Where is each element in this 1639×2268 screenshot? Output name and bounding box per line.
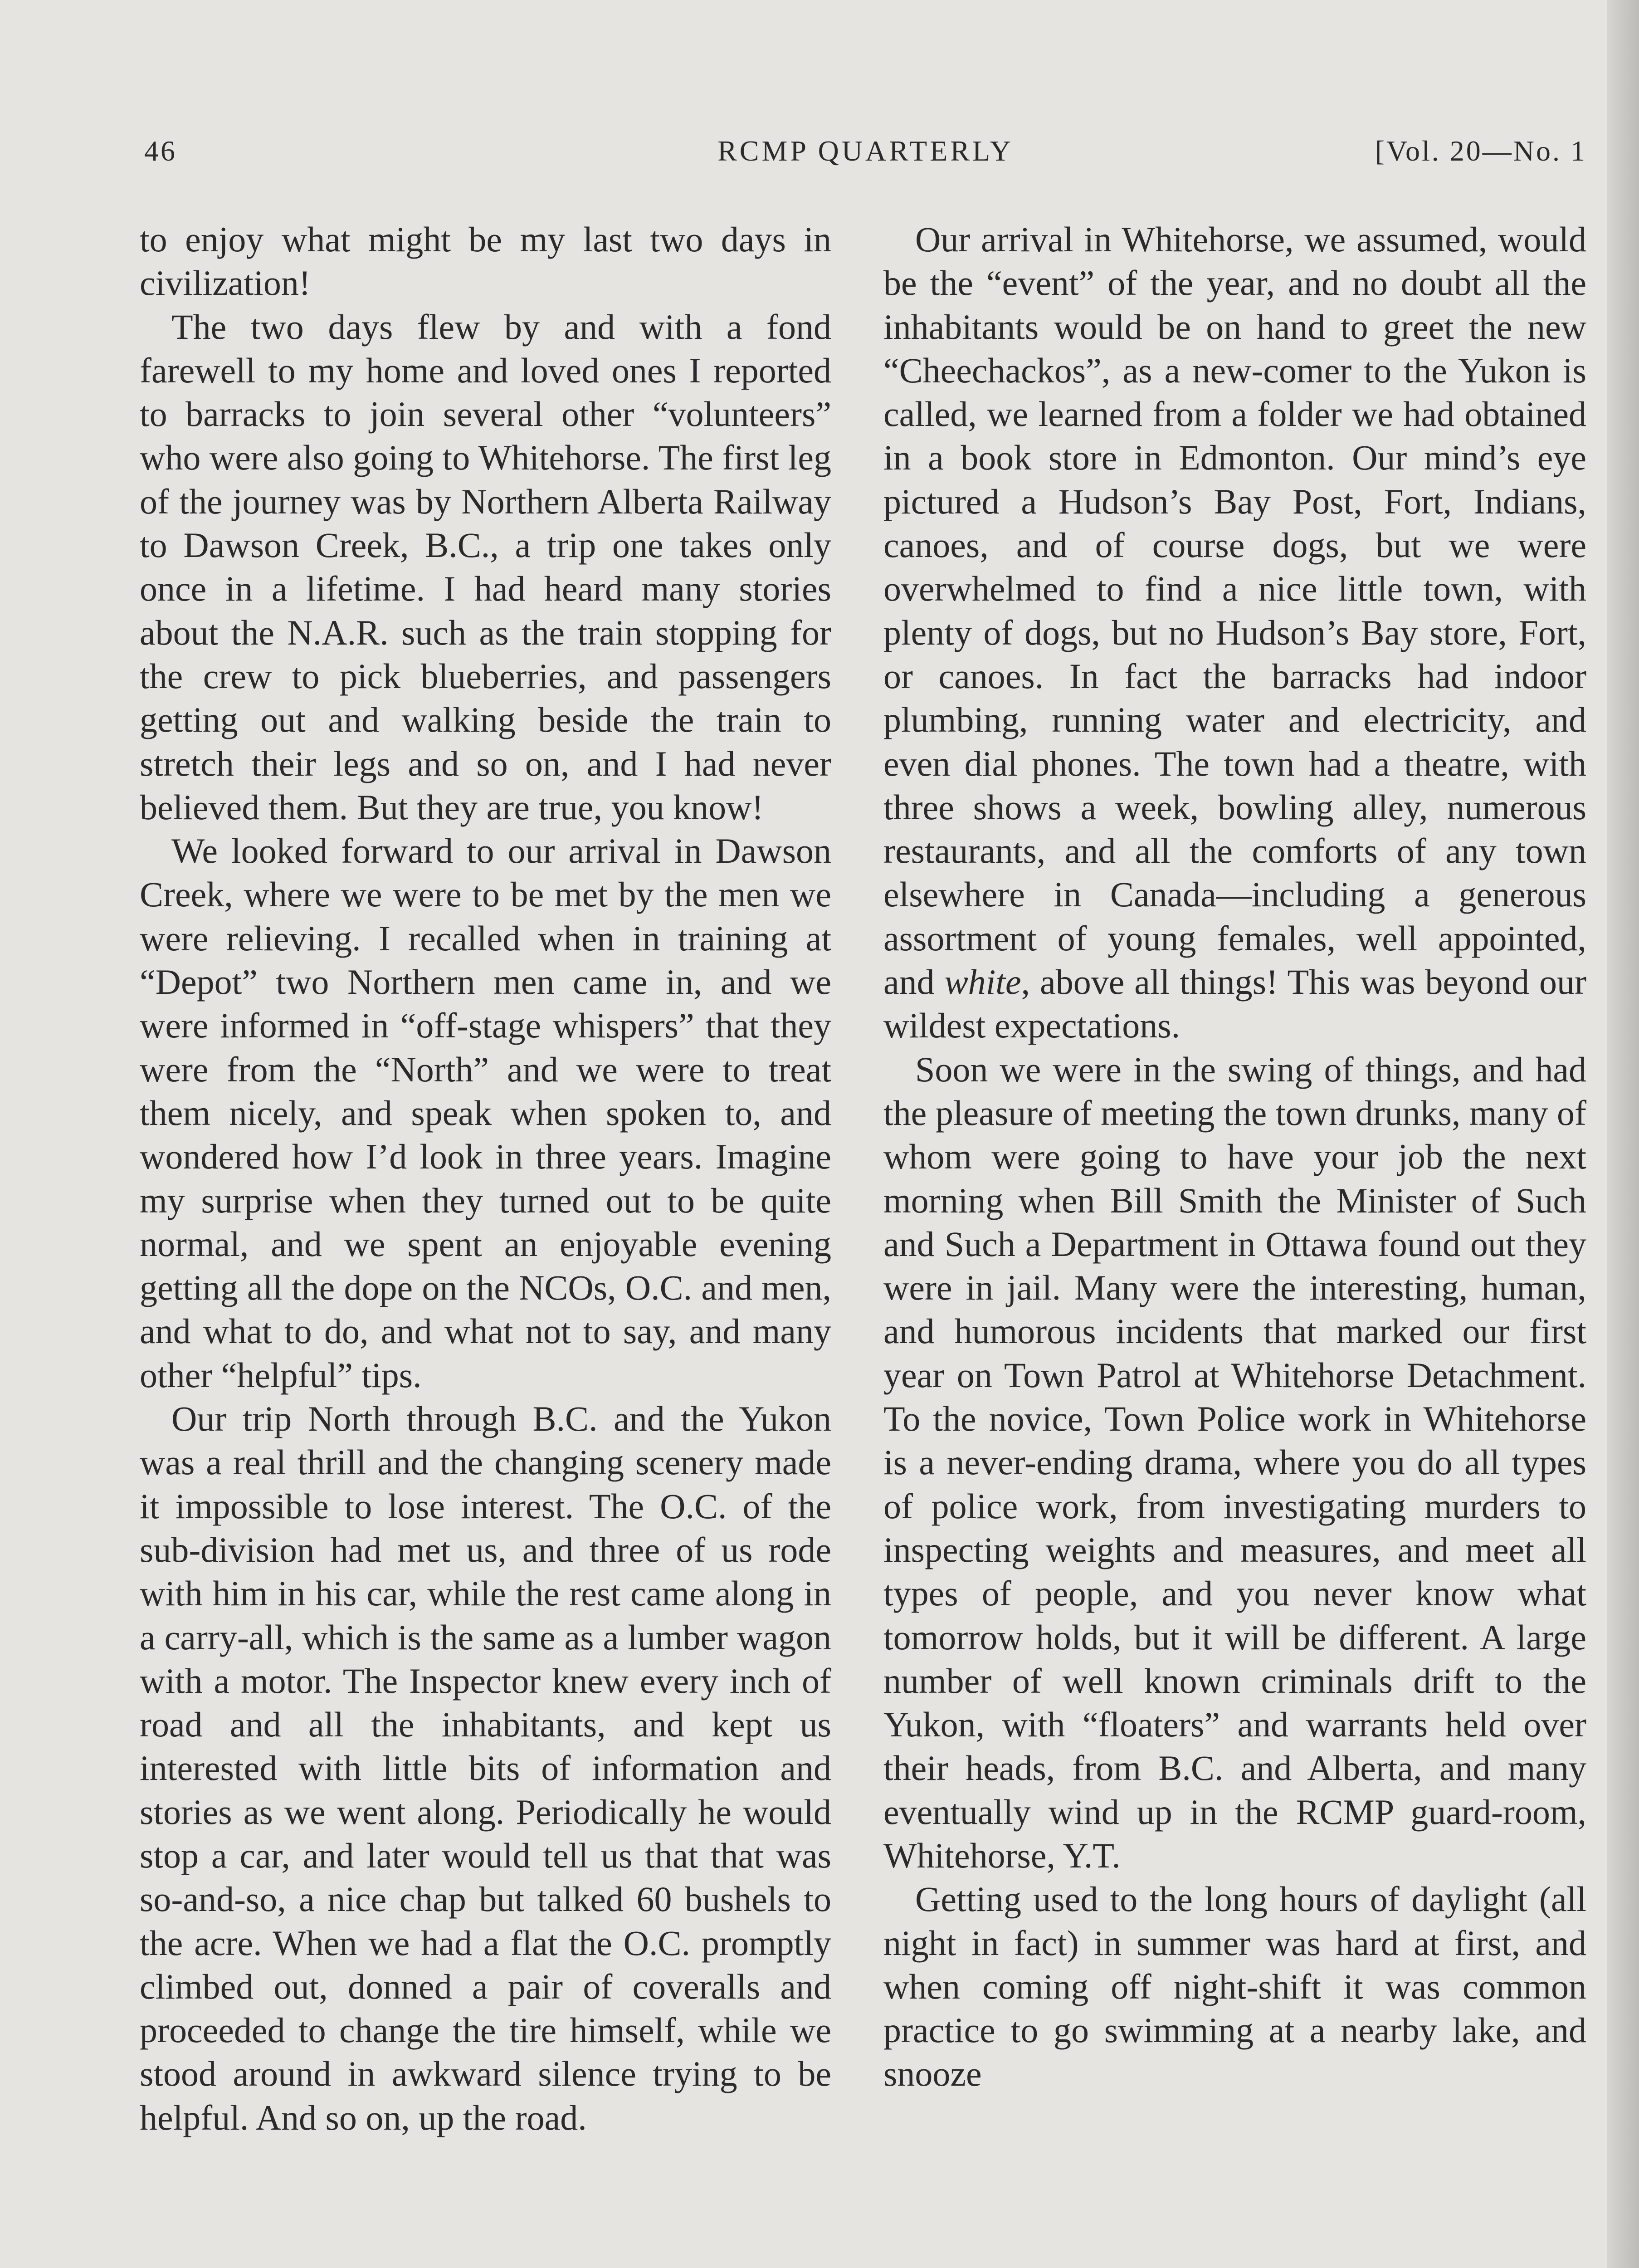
- paragraph: Soon we were in the swing of things, and had the pleasure of meeting the town drunks, many of whom were going to have your job the next morning when Bill Smith the Minister of Such and Such a Department in Ottawa found out they were in jail. Many were the interesting, human, and humorous incidents that marked our first year on Town Patrol at Whitehorse Detachment. To the novice, Town Police work in Whitehorse is a never-ending drama, where you do all types of police work, from investigating murders to inspecting weights and measures, and meet all types of people, and you never know what tomorrow holds, but it will be different. A large number of well known criminals drift to the Yukon, with “floaters” and warrants held over their heads, from B.C. and Alberta, and many eventually wind up in the RCMP guard-room, Whitehorse, Y.T.: [883, 1049, 1586, 1875]
- text-run: Our arrival in Whitehorse, we assumed, would be the “event” of the year, and no doubt all the inhabitants would be on hand to greet the new “Cheechackos”, as a new-comer to the Yukon is called, we learned from a folder we had obtained in a book store in Edmonton. Our mind’s eye pictured a Hudson’s Bay Post, Fort, Indians, canoes, and of course dogs, but we were overwhelmed to find a nice little town, with plenty of dogs, but no Hudson’s Bay store, Fort, or canoes. In fact the barracks had indoor plumbing, running water and electricity, and even dial phones. The town had a theatre, with three shows a week, bowling alley, numerous restaurants, and all the comforts of any town elsewhere in Canada—including a generous assortment of young females, well appointed, and: [883, 220, 1586, 1002]
- text-run: , above all things! This was beyond our wildest expectations.: [883, 962, 1586, 1046]
- emphasis-text: white: [944, 962, 1021, 1002]
- paragraph: The two days flew by and with a fond farewell to my home and loved ones I reported to barracks to join several other “volunteers” who were also going to Whitehorse. The first leg of the journey was by Northern Alberta Railway to Dawson Creek, B.C., a trip one takes only once in a lifetime. I had heard many stories about the N.A.R. such as the train stopping for the crew to pick blueberries, and passengers getting out and walking beside the train to stretch their legs and so on, and I had never believed them. But they are true, you know!: [140, 307, 831, 827]
- page-edge: [1607, 0, 1639, 2268]
- running-head: [144, 131, 1587, 171]
- issue-reference: [Vol. 20—No. 1: [1375, 135, 1587, 167]
- right-column: [883, 218, 1586, 2096]
- paragraph: [883, 218, 1586, 1048]
- page-number: 46: [144, 135, 177, 167]
- left-column: [140, 218, 831, 2140]
- paragraph: We looked forward to our arrival in Dawson Creek, where we were to be met by the men we were relieving. I recalled when in training at “Depot” two Northern men came in, and we were informed in “off-stage whispers” that they were from the “North” and we were to treat them nicely, and speak when spoken to, and wondered how I’d look in three years. Imagine my surprise when they turned out to be quite normal, and we spent an enjoyable evening getting all the dope on the NCOs, O.C. and men, and what to do, and what not to say, and many other “helpful” tips.: [140, 831, 831, 1395]
- paragraph: Getting used to the long hours of daylight (all night in fact) in summer was hard at first, and when coming off night-shift it was common practice to go swimming at a nearby lake, and snooze: [883, 1879, 1586, 2094]
- paragraph: to enjoy what might be my last two days in civilization!: [140, 220, 831, 303]
- paragraph: Our trip North through B.C. and the Yukon was a real thrill and the changing scenery made it impossible to lose interest. The O.C. of the sub-division had met us, and three of us rode with him in his car, while the rest came along in a carry-all, which is the same as a lumber wagon with a motor. The Inspector knew every inch of road and all the inhabitants, and kept us interested with little bits of information and stories as we went along. Periodically he would stop a car, and later would tell us that that was so-and-so, a nice chap but talked 60 bushels to the acre. When we had a flat the O.C. promptly climbed out, donned a pair of coveralls and proceeded to change the tire himself, while we stood around in awkward silence trying to be helpful. And so on, up the road.: [140, 1399, 831, 2137]
- publication-title: RCMP QUARTERLY: [717, 135, 1014, 167]
